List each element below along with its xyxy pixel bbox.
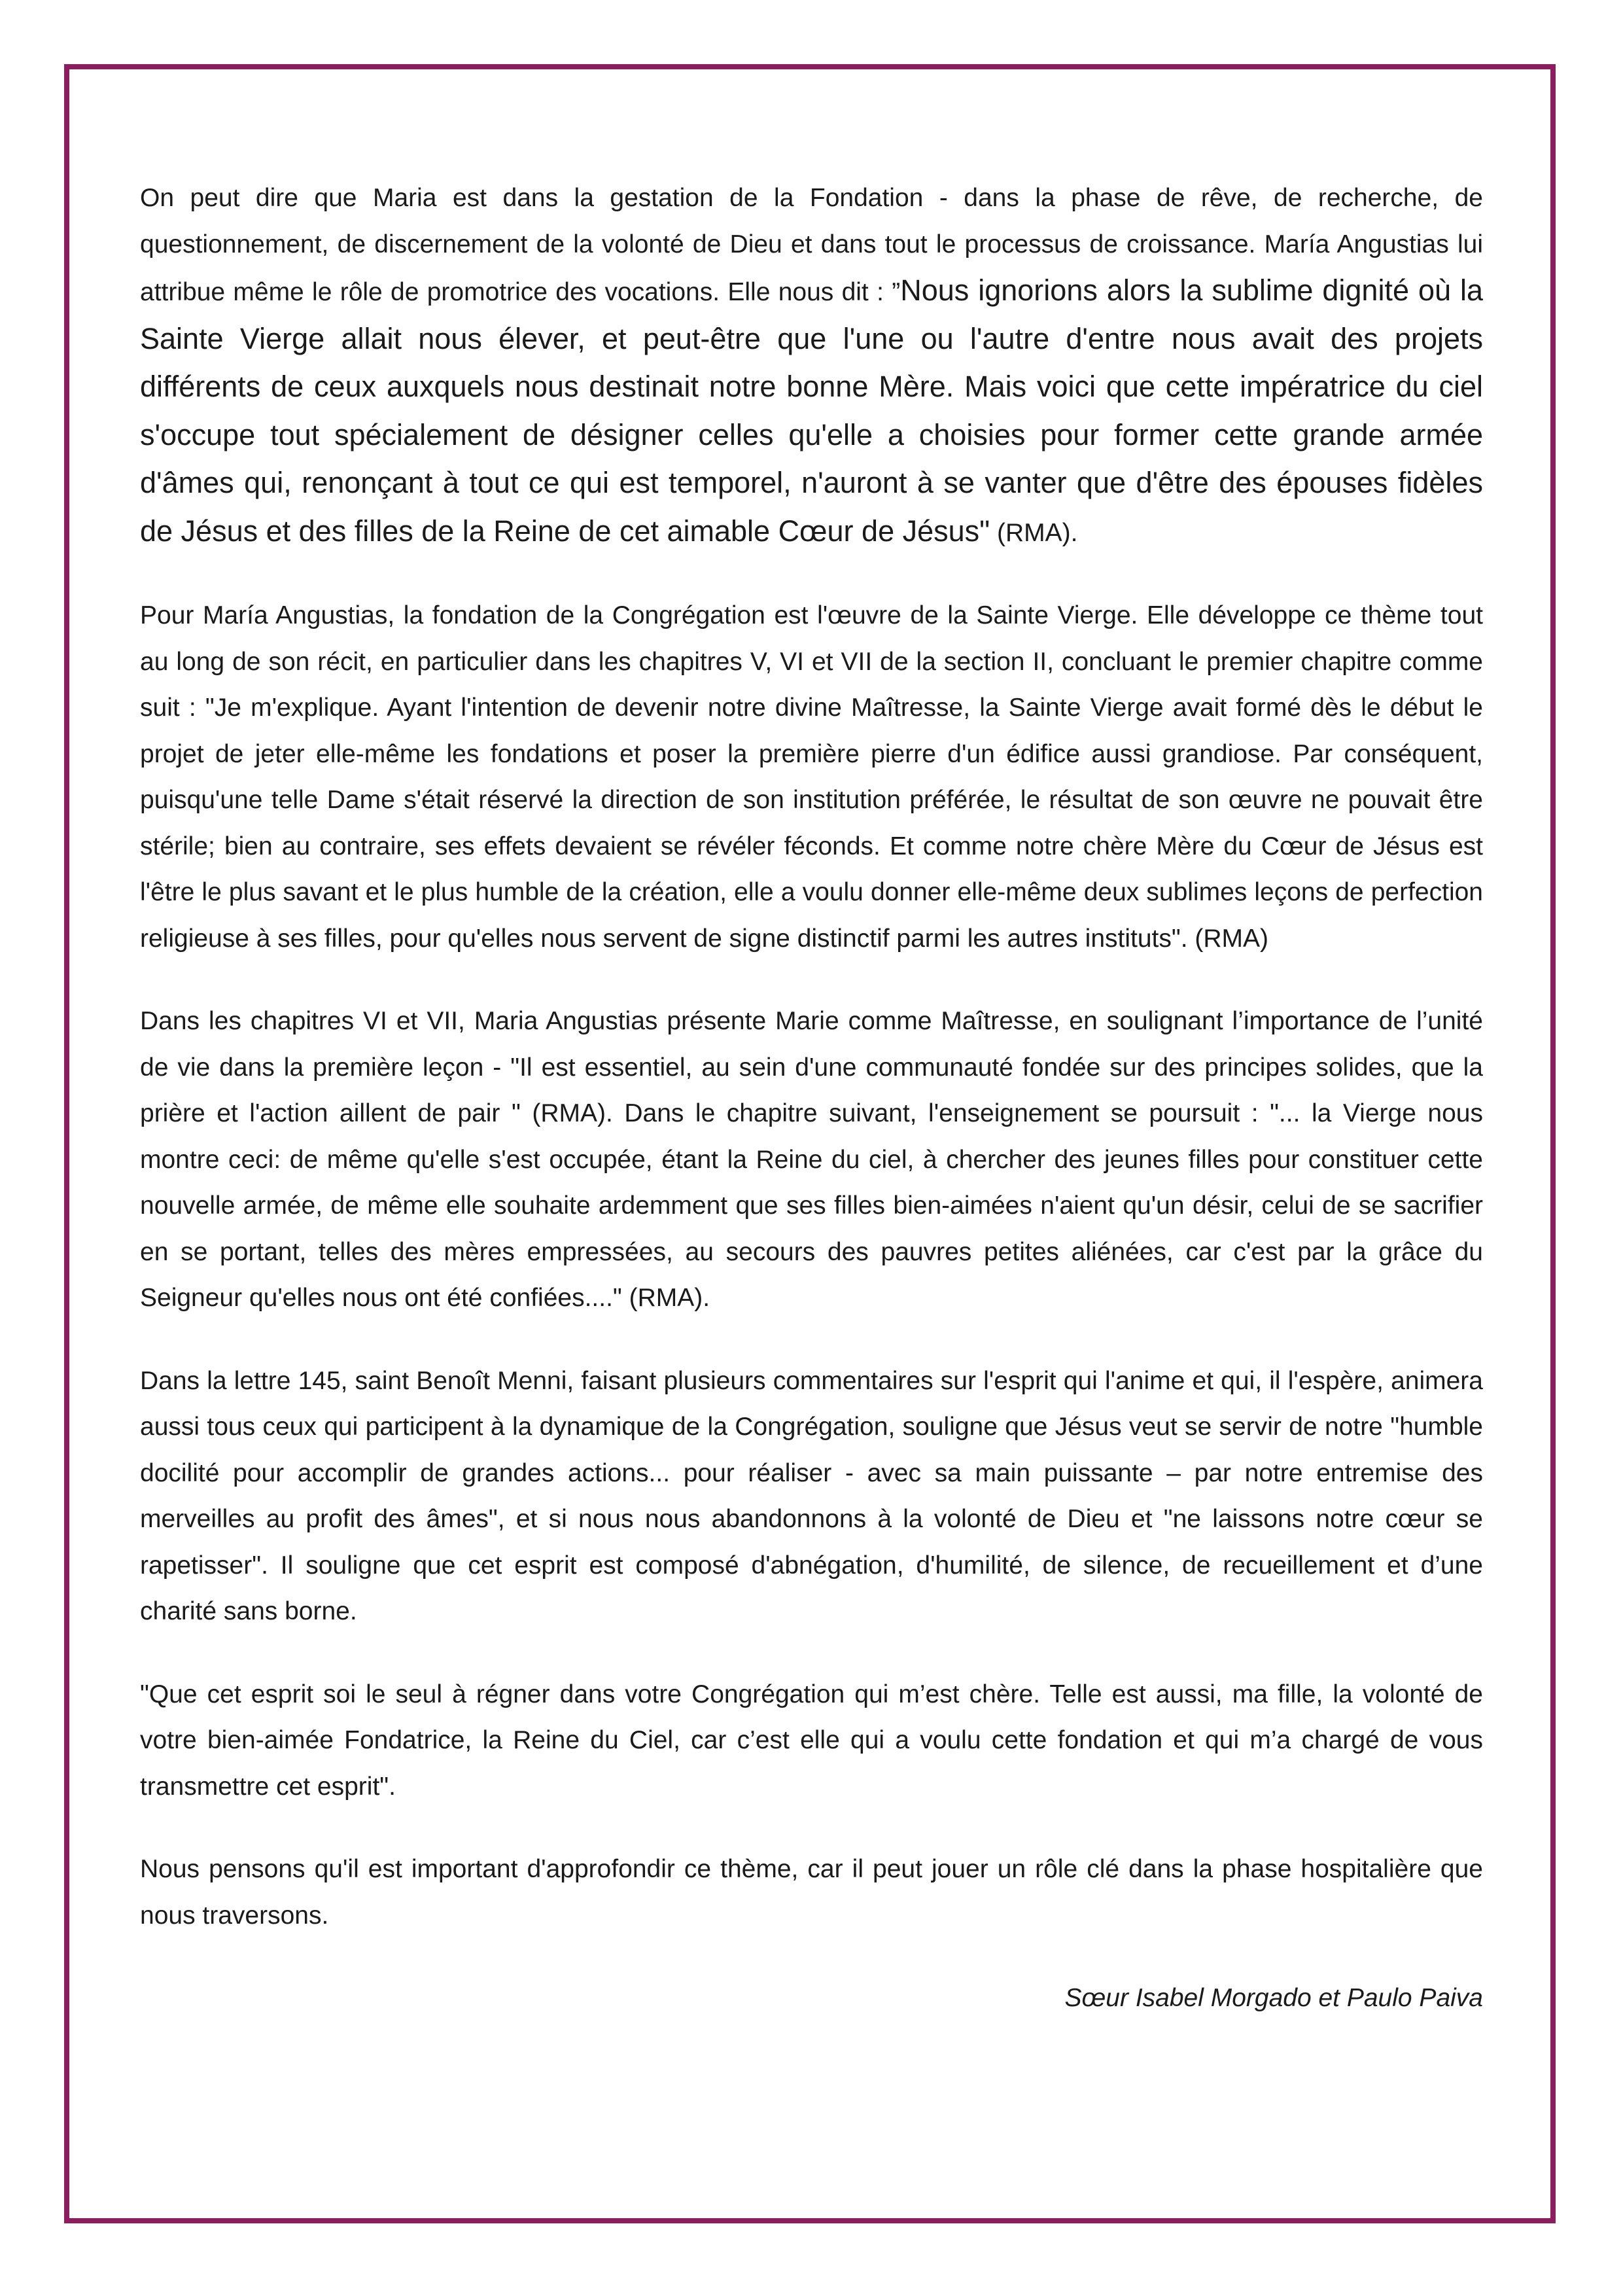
paragraph-conclusion: Nous pensons qu'il est important d'approfondir ce thème, car il peut jouer un rôle clé dans la phase hospitalière que nous traversons. [140,1855,1483,1930]
paragraph-gestation-intro: On peut dire que Maria est dans la gestation de la Fondation - dans la phase de rêve, de recherche, de questionnement, de discernement de la volonté de Dieu et dans tout le processus de croissance. María Angustias lui attribue même le rôle de promotrice des vocations. Elle nous dit : ” [140,184,1483,306]
paragraph-foundation-work: Pour María Angustias, la fondation de la Congrégation est l'œuvre de la Sainte Vierge. Elle développe ce thème tout au long de son récit, en particulier dans les chapitres V, VI et VII de la section II, concluant le premier chapitre comme suit : "Je m'explique. Ayant l'intention de devenir notre divine Maîtresse, la Sainte Vierge avait formé dès le début le projet de jeter elle-même les fondations et poser la première pierre d'un édifice aussi grandiose. Par conséquent, puisqu'une telle Dame s'était réservé la direction de son institution préférée, le résultat de son œuvre ne pouvait être stérile; bien au contraire, ses effets devaient se révéler féconds. Et comme notre chère Mère du Cœur de Jésus est l'être le plus savant et le plus humble de la création, elle a voulu donner elle-même deux sublimes leçons de perfection religieuse à ses filles, pour qu'elles nous servent de signe distinctif parmi les autres instituts". (RMA) [140,601,1483,953]
paragraph-gestation-quote: Nous ignorions alors la sublime dignité où la Sainte Vierge allait nous élever, et peut-être que l'une ou l'autre d'entre nous avait des projets différents de ceux auxquels nous destinait notre bonne Mère. Mais voici que cette impératrice du ciel s'occupe tout spécialement de désigner celles qu'elle a choisies pour former cette grande armée d'âmes qui, renonçant à tout ce qui est temporel, n'auront à se vanter que d'être des épouses fidèles de Jésus et des filles de la Reine de cet aimable Cœur de Jésus" [140,274,1483,548]
signature: Sœur Isabel Morgado et Paulo Paiva [1064,1984,1483,2012]
paragraph-spirit-quote: "Que cet esprit soi le seul à régner dans votre Congrégation qui m’est chère. Telle est aussi, ma fille, la volonté de votre bien-aimée Fondatrice, la Reine du Ciel, car c’est elle qui a voulu cette fondation et qui m’a chargé de vous transmettre cet esprit". [140,1680,1483,1801]
paragraph-gestation-reference: (RMA). [990,518,1078,547]
paragraph-chapters-vi-vii: Dans les chapitres VI et VII, Maria Angustias présente Marie comme Maîtresse, en soulignant l’importance de l’unité de vie dans la première leçon - "Il est essentiel, au sein d'une communauté fondée sur des principes solides, que la prière et l'action aillent de pair " (RMA). Dans le chapitre suivant, l'enseignement se poursuit : "... la Vierge nous montre ceci: de même qu'elle s'est occupée, étant la Reine du ciel, à chercher des jeunes filles pour constituer cette nouvelle armée, de même elle souhaite ardemment que ses filles bien-aimées n'aient qu'un désir, celui de se sacrifier en se portant, telles des mères empressées, au secours des pauvres petites aliénées, car c'est par la grâce du Seigneur qu'elles nous ont été confiées...." (RMA). [140,1007,1483,1312]
paragraph-gestation [140,175,1483,556]
paragraph-letter-145: Dans la lettre 145, saint Benoît Menni, faisant plusieurs commentaires sur l'esprit qui l'anime et qui, il l'espère, animera aussi tous ceux qui participent à la dynamique de la Congrégation, souligne que Jésus veut se servir de notre "humble docilité pour accomplir de grandes actions... pour réaliser - avec sa main puissante – par notre entremise des merveilles au profit des âmes", et si nous nous abandonnons à la volonté de Dieu et "ne laissons notre cœur se rapetisser". Il souligne que cet esprit est composé d'abnégation, d'humilité, de silence, de recueillement et d’une charité sans borne. [140,1366,1483,1625]
article-body [140,175,1483,2021]
